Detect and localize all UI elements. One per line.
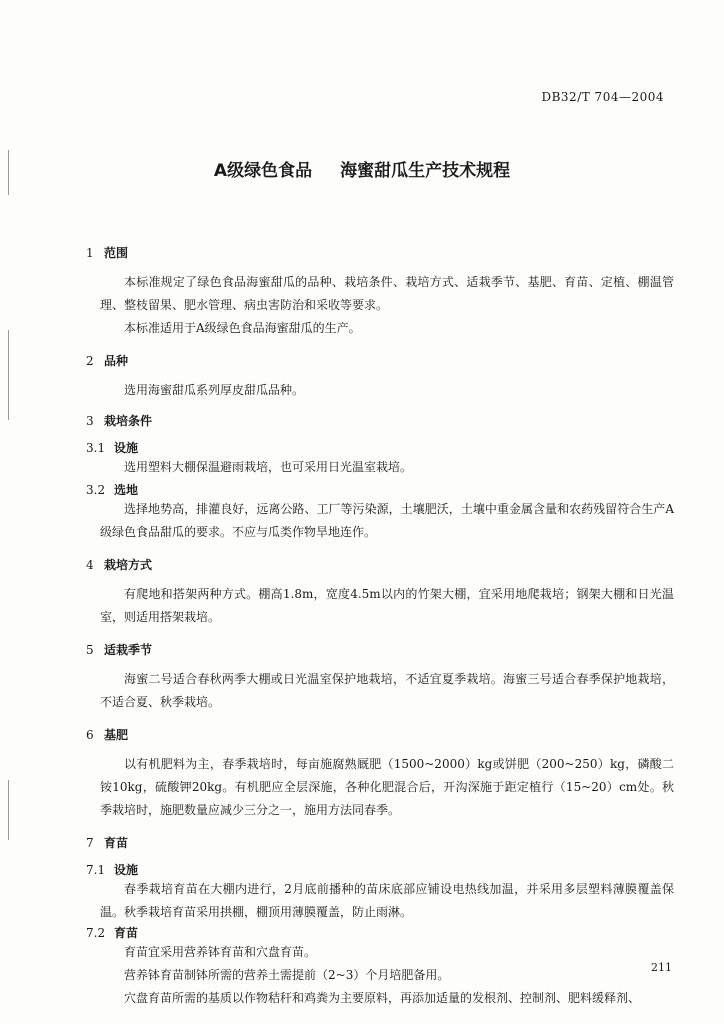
subsection-heading: 7.2 育苗 <box>86 926 139 940</box>
subsection-heading: 3.1 设施 <box>86 441 139 455</box>
paragraph: 营养钵育苗制钵所需的营养土需提前（2~3）个月培肥备用。 <box>124 968 450 982</box>
section-1 <box>86 244 674 261</box>
document-body <box>86 244 674 1010</box>
section-7 <box>86 834 674 851</box>
paragraph: 有爬地和搭架两种方式。棚高1.8m，宽度4.5m以内的竹架大棚，宜采用地爬栽培；钢架大棚和日光温室，则适用搭架栽培。 <box>100 587 674 624</box>
paragraph: 选用塑料大棚保温避雨栽培，也可采用日光温室栽培。 <box>124 460 413 474</box>
section-5 <box>86 641 674 658</box>
scan-edge-mark <box>8 780 9 840</box>
title-part-1: A级绿色食品 <box>213 161 313 181</box>
section-3-2-body <box>100 498 674 544</box>
paragraph: 选择地势高，排灌良好，远离公路、工厂等污染源，土壤肥沃，土壤中重金属含量和农药残留符合生产A级绿色食品甜瓜的要求。不应与瓜类作物旱地连作。 <box>100 502 674 539</box>
section-1-body <box>100 271 674 340</box>
section-7-1 <box>86 861 674 878</box>
section-heading: 4 栽培方式 <box>86 558 153 572</box>
title-part-2: 海蜜甜瓜生产技术规程 <box>340 161 511 181</box>
paragraph: 选用海蜜甜瓜系列厚皮甜瓜品种。 <box>124 383 305 397</box>
section-3-1-body <box>100 456 674 479</box>
scan-edge-mark <box>8 330 9 420</box>
page-number: 211 <box>651 961 672 974</box>
scan-edge-mark <box>8 150 9 195</box>
section-4-body <box>100 583 674 629</box>
document-code: DB32/T 704—2004 <box>541 90 664 104</box>
document-title <box>0 156 724 181</box>
paragraph: 育苗宜采用营养钵育苗和穴盘育苗。 <box>124 945 317 959</box>
subsection-heading: 3.2 选地 <box>86 483 139 497</box>
paragraph: 穴盘育苗所需的基质以作物秸秆和鸡粪为主要原料，再添加适量的发根剂、控制剂、肥料缓释剂、 <box>124 991 641 1005</box>
section-heading: 3 栽培条件 <box>86 414 153 428</box>
paragraph: 本标准适用于A级绿色食品海蜜甜瓜的生产。 <box>124 321 361 335</box>
section-2-body <box>100 379 674 402</box>
section-4 <box>86 556 674 573</box>
section-heading: 2 品种 <box>86 354 129 368</box>
section-7-2 <box>86 924 674 941</box>
section-5-body <box>100 668 674 714</box>
section-heading: 1 范围 <box>86 246 129 260</box>
subsection-heading: 7.1 设施 <box>86 863 139 877</box>
section-3 <box>86 412 674 429</box>
section-3-1 <box>86 439 674 456</box>
section-3-2 <box>86 481 674 498</box>
section-2 <box>86 352 674 369</box>
section-heading: 5 适栽季节 <box>86 643 153 657</box>
paragraph: 本标准规定了绿色食品海蜜甜瓜的品种、栽培条件、栽培方式、适栽季节、基肥、育苗、定植、棚温管理、整枝留果、肥水管理、病虫害防治和采收等要求。 <box>100 275 674 312</box>
section-6 <box>86 726 674 743</box>
paragraph: 海蜜二号适合春秋两季大棚或日光温室保护地栽培，不适宜夏季栽培。海蜜三号适合春季保护地栽培，不适合夏、秋季栽培。 <box>100 672 674 709</box>
section-heading: 7 育苗 <box>86 836 129 850</box>
section-heading: 6 基肥 <box>86 728 129 742</box>
paragraph: 春季栽培育苗在大棚内进行，2月底前播种的苗床底部应铺设电热线加温，并采用多层塑料薄膜覆盖保温。秋季栽培育苗采用拱棚，棚顶用薄膜覆盖，防止雨淋。 <box>100 882 674 919</box>
section-7-2-body <box>100 941 674 1010</box>
paragraph: 以有机肥料为主，春季栽培时，每亩施腐熟厩肥（1500~2000）kg或饼肥（200~250）kg，磷酸二铵10kg，硫酸钾20kg。有机肥应全层深施，各种化肥混合后，开沟深施于距定植行（15~20）cm处。秋季栽培时，施肥数量应减少三分之一，施用方法同春季。 <box>100 757 674 817</box>
section-7-1-body <box>100 878 674 924</box>
section-6-body <box>100 753 674 822</box>
